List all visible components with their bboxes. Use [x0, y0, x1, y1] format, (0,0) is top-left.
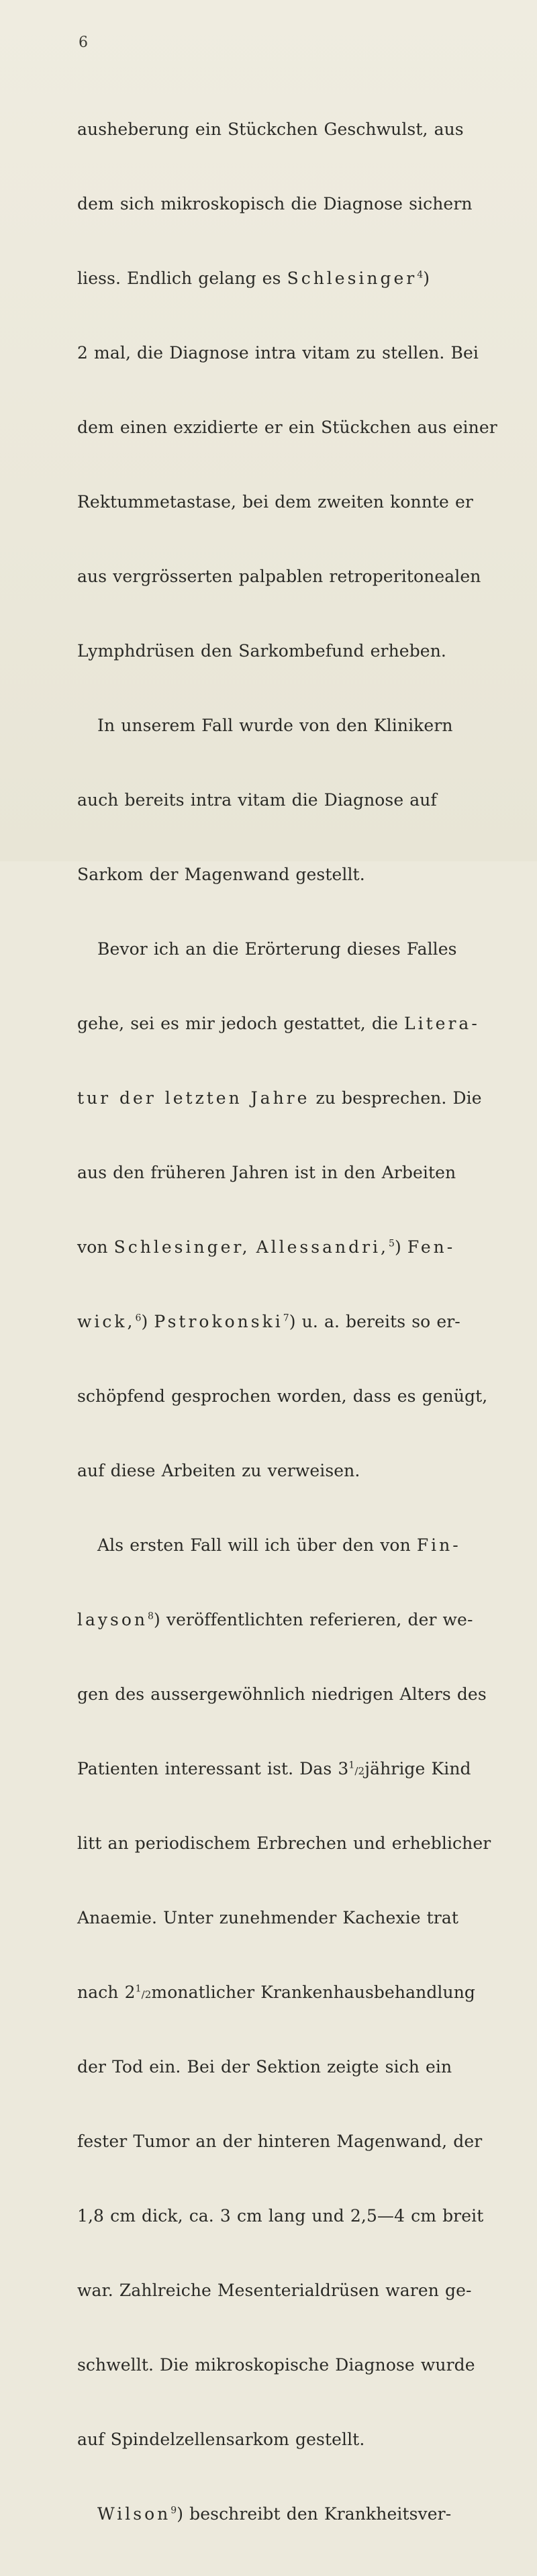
text-line-1: ausheberung ein Stückchen Geschwulst, aus	[77, 120, 464, 139]
text-line-24: litt an periodischem Erbrechen und erheblicher	[77, 1833, 491, 1853]
author-pstrokonski: Pstrokonski	[154, 1312, 283, 1331]
text-line-13: gehe, sei es mir jedoch gestattet, die Litera-	[77, 1014, 480, 1033]
text-line-31: schwellt. Die mikroskopische Diagnose wurde	[77, 2355, 475, 2375]
text-line-21: layson$^8$) veröffentlichten referieren, der we-	[77, 1610, 473, 1629]
text-line-17: wick,$^6$) Pstrokonski$^7$) u. a. bereits so er-	[77, 1312, 460, 1331]
text-line-29: 1,8 cm dick, ca. 3 cm lang und 2,5—4 cm breit	[77, 2206, 484, 2226]
text-line-3: liess. Endlich gelang es Schlesinger$^4$)	[77, 269, 430, 288]
text-line-14: tur der letzten Jahre zu besprechen. Die	[77, 1088, 482, 1108]
text-line-32: auf Spindelzellensarkom gestellt.	[77, 2430, 365, 2449]
footnote-ref-9: 9	[170, 2505, 177, 2516]
text-line-25: Anaemie. Unter zunehmender Kachexie trat	[77, 1908, 458, 1927]
author-fenwick-a: Fen-	[407, 1237, 456, 1257]
author-finlayson-b: layson	[77, 1610, 148, 1629]
text-line-28: fester Tumor an der hinteren Magenwand, der	[77, 2132, 483, 2151]
footnote-ref-7: 7	[283, 1313, 289, 1324]
author-finlayson-a: Fin-	[416, 1535, 461, 1555]
footnote-ref-6: 6	[135, 1313, 142, 1324]
footnote-ref-8: 8	[148, 1611, 154, 1622]
text-line-16: von Schlesinger, Allessandri,$^5$) Fen-	[77, 1237, 456, 1257]
author-allessandri: Allessandri,	[256, 1237, 389, 1257]
text-line-2: dem sich mikroskopisch die Diagnose sichern	[77, 194, 473, 213]
text-line-5: dem einen exzidierte er ein Stückchen aus einer	[77, 418, 497, 437]
text-line-11: Sarkom der Magenwand gestellt.	[77, 865, 365, 884]
page-number: 6	[79, 34, 88, 51]
author-fenwick-b: wick,	[77, 1312, 136, 1331]
text-line-19: auf diese Arbeiten zu verweisen.	[77, 1461, 360, 1480]
text-line-18: schöpfend gesprochen worden, dass es genügt,	[77, 1386, 488, 1406]
author-wilson: Wilson	[97, 2504, 171, 2524]
text-line-20: Als ersten Fall will ich über den von Fin-	[97, 1535, 461, 1555]
text-line-10: auch bereits intra vitam die Diagnose auf	[77, 790, 437, 810]
spaced-literatur-a: Litera-	[404, 1014, 480, 1033]
text-line-7: aus vergrösserten palpablen retroperitonealen	[77, 567, 481, 586]
text-line-8: Lymphdrüsen den Sarkombefund erheben.	[77, 641, 446, 661]
footnote-ref-4: 4	[417, 269, 424, 281]
text-line-15: aus den früheren Jahren ist in den Arbeiten	[77, 1163, 456, 1182]
text-line-27: der Tod ein. Bei der Sektion zeigte sich ein	[77, 2057, 452, 2077]
text-line-23: Patienten interessant ist. Das $3^1/2jährige$ Kind	[77, 1759, 471, 1778]
text-line-12: Bevor ich an die Erörterung dieses Falles	[97, 939, 457, 959]
text-line-30: war. Zahlreiche Mesenterialdrüsen waren ge-	[77, 2281, 472, 2300]
author-schlesinger: Schlesinger	[287, 269, 418, 288]
text-line-26: nach $2^1/2monatlicher$ Krankenhausbehandlung	[77, 1983, 476, 2002]
text-line-9: In unserem Fall wurde von den Klinikern	[97, 716, 453, 735]
text-line-6: Rektummetastase, bei dem zweiten konnte er	[77, 492, 473, 512]
author-schlesinger-2: Schlesinger,	[113, 1237, 250, 1257]
footnote-ref-5: 5	[388, 1238, 395, 1249]
text-line-33: Wilson$^9$) beschreibt den Krankheitsver-	[97, 2504, 452, 2524]
body-text	[77, 67, 497, 2576]
text-line-22: gen des aussergewöhnlich niedrigen Alters des	[77, 1684, 487, 1704]
text-line-4: 2 mal, die Diagnose intra vitam zu stellen. Bei	[77, 343, 479, 363]
spaced-literatur-b: tur der letzten Jahre	[77, 1088, 310, 1108]
